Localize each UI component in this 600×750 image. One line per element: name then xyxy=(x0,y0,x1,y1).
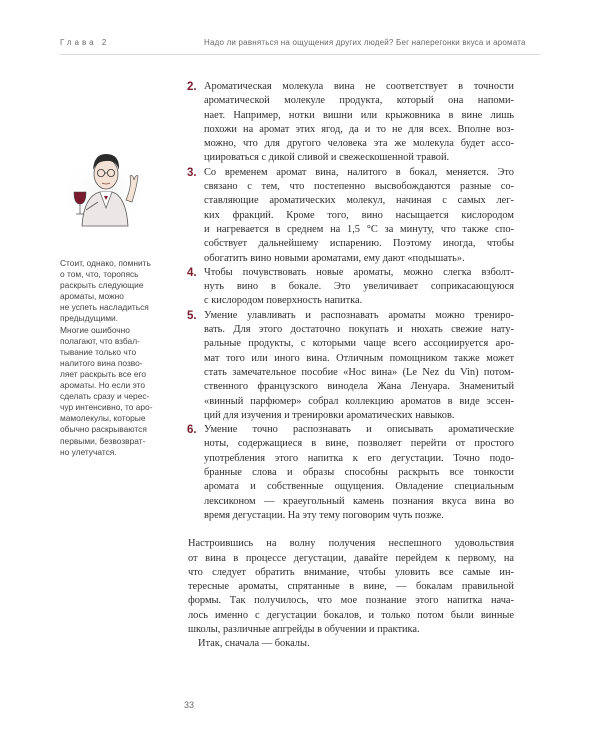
paragraph-line: лось именно с дегустации бокалов, и только потом были винные xyxy=(188,609,514,621)
item-text-line: Ароматическая молекула вина не соответствует в точности xyxy=(204,81,514,92)
item-text-line: употребления этого напитка к его дегустации. Точно подо- xyxy=(204,452,514,464)
item-text-line: обогатить вино новыми ароматами, ему дают «подышать». xyxy=(204,252,465,264)
body-paragraph xyxy=(188,537,514,637)
item-text-line: ноты, содержащиеся в вине, позволяет перейти от простого xyxy=(204,438,514,450)
numbered-item xyxy=(188,309,514,423)
item-number: 6. xyxy=(187,424,197,437)
item-text-line: ароматической молекуле продукта, который она напоми- xyxy=(204,95,514,107)
item-text-line: лексиконом — краеугольный камень познания вкуса вина во xyxy=(204,495,514,507)
sidebar-line: ляет раскрыть все его xyxy=(60,368,147,379)
sidebar-line: тывание только что xyxy=(60,346,137,357)
sidebar-line: о том, что, торопясь xyxy=(60,269,139,280)
paragraph-line: от вина в процессе дегустации, давайте перейдем к первому, на xyxy=(188,552,514,564)
item-text-line: мат того или иного вина. Отличным помощником также может xyxy=(204,352,514,364)
numbered-item xyxy=(188,80,514,166)
closing-line xyxy=(188,637,514,651)
sommelier-illustration xyxy=(60,130,148,230)
paragraph-line: тересные ароматы, спрятанные в вине, — бокалам правильной xyxy=(188,581,514,593)
sidebar-line: раскрыть следующие xyxy=(60,280,144,291)
item-number: 4. xyxy=(187,266,197,279)
sidebar-line: обычно раскрываются xyxy=(60,424,147,435)
item-text-line: похожи на аромат этих ягод, да и то не для всех. Вполне воз- xyxy=(204,123,514,135)
page-number: 33 xyxy=(184,700,195,710)
item-text-line: Умение точно распознавать и описывать ароматические xyxy=(204,424,514,436)
item-text-line: Со временем аромат вина, налитого в бокал, меняется. Это xyxy=(204,166,514,178)
item-text-line: можно, что для другого человека эта же молекула будет ассо- xyxy=(204,138,514,150)
item-text-line: нуть вино в бокале. Это увеличивает соприкасающуюся xyxy=(204,281,514,293)
main-text xyxy=(188,80,514,652)
paragraph-line: школы, различные апгрейды в обучении и практика. xyxy=(188,623,420,635)
sidebar-line: первыми, безвозврат- xyxy=(60,435,146,446)
item-text-line: ций для изучения и тренировки ароматических навыков. xyxy=(204,409,455,421)
item-text-line: собствует дальнейшему испарению. Поэтому иногда, чтобы xyxy=(204,238,514,250)
sidebar-line: Стоит, однако, помнить xyxy=(60,258,151,268)
sidebar-note xyxy=(60,258,158,458)
item-text-line: ственного французского винодела Жана Ленуара. Знаменитый xyxy=(204,381,514,393)
item-text-line: время дегустации. На эту тему поговорим чуть позже. xyxy=(204,509,444,521)
chapter-label: Глава 2 xyxy=(60,38,110,47)
item-text-line: Умение улавливать и распознавать ароматы можно трениро- xyxy=(204,309,514,321)
item-text-line: и нагревается в среднем на 1,5 °С за минуту, что также спо- xyxy=(204,223,514,235)
item-text-line: циироваться с дикой сливой и свежескошенной травой. xyxy=(204,152,450,164)
closing-text: Итак, сначала — бокалы. xyxy=(198,638,310,650)
item-text-line: Чтобы почувствовать новые ароматы, можно слегка взболт- xyxy=(204,266,514,278)
sidebar-line: предыдущими. xyxy=(60,313,118,324)
sidebar-line: сделать сразу и черес- xyxy=(60,391,150,402)
sidebar-line: Многие ошибочно xyxy=(60,324,130,335)
sidebar-line: но улетучатся. xyxy=(60,446,117,457)
item-text-line: «винный парфюмер» собрал коллекцию ароматов в виде эссен- xyxy=(204,395,514,407)
item-number: 5. xyxy=(187,309,197,322)
paragraph-line: формы. Так получилось, что мое познание этого напитка нача- xyxy=(188,595,514,607)
sidebar-line: не успеть насладиться xyxy=(60,302,149,313)
sidebar-line: полагают, что взбал- xyxy=(60,335,140,346)
sidebar-line: ароматы. Но если это xyxy=(60,380,145,391)
item-text-line: связано с тем, что постепенно высвобождаются разные со- xyxy=(204,181,514,193)
item-text-line: стать замечательное пособие «Нос вина» (Le Nez du Vin) потом- xyxy=(204,366,514,378)
numbered-item xyxy=(188,266,514,309)
paragraph-line: Настроившись на волну получения неспешного удовольствия xyxy=(188,538,514,550)
header-divider xyxy=(60,54,540,55)
item-text-line: аромата и собственные ощущения. Овладение специальным xyxy=(204,481,514,493)
item-text-line: ких фракций. Кроме того, вино насыщается кислородом xyxy=(204,209,514,221)
item-text-line: с кислородом поверхность напитка. xyxy=(204,295,363,307)
paragraph-line: что следует обратить внимание, чтобы уловить все самые ин- xyxy=(188,566,514,578)
item-text-line: вать. Для этого достаточно покупать и нюхать свежие нату- xyxy=(204,324,514,336)
sidebar-line: налитого вина позво- xyxy=(60,357,143,368)
item-number: 2. xyxy=(187,81,197,93)
item-text-line: ральные продукты, с которыми чаще всего ассоциируется аро- xyxy=(204,338,514,350)
sidebar-line: чур интенсивно, то аро- xyxy=(60,402,153,413)
running-header xyxy=(60,38,540,52)
numbered-item xyxy=(188,166,514,266)
item-text-line: бранные слова и образы способны раскрыть все тонкости xyxy=(204,467,514,479)
sidebar-line: мамолекулы, которые xyxy=(60,413,146,424)
item-text-line: нает. Например, нотки вишни или крыжовника в вине лишь xyxy=(204,109,514,121)
numbered-item xyxy=(188,423,514,523)
sidebar-line: ароматы, можно xyxy=(60,291,124,302)
running-title: Надо ли равняться на ощущения других людей? Бег наперегонки вкуса и аромата xyxy=(204,38,526,47)
item-number: 3. xyxy=(187,166,197,179)
item-text-line: ставляющие ароматических молекул, начиная с самых лег- xyxy=(204,195,514,207)
